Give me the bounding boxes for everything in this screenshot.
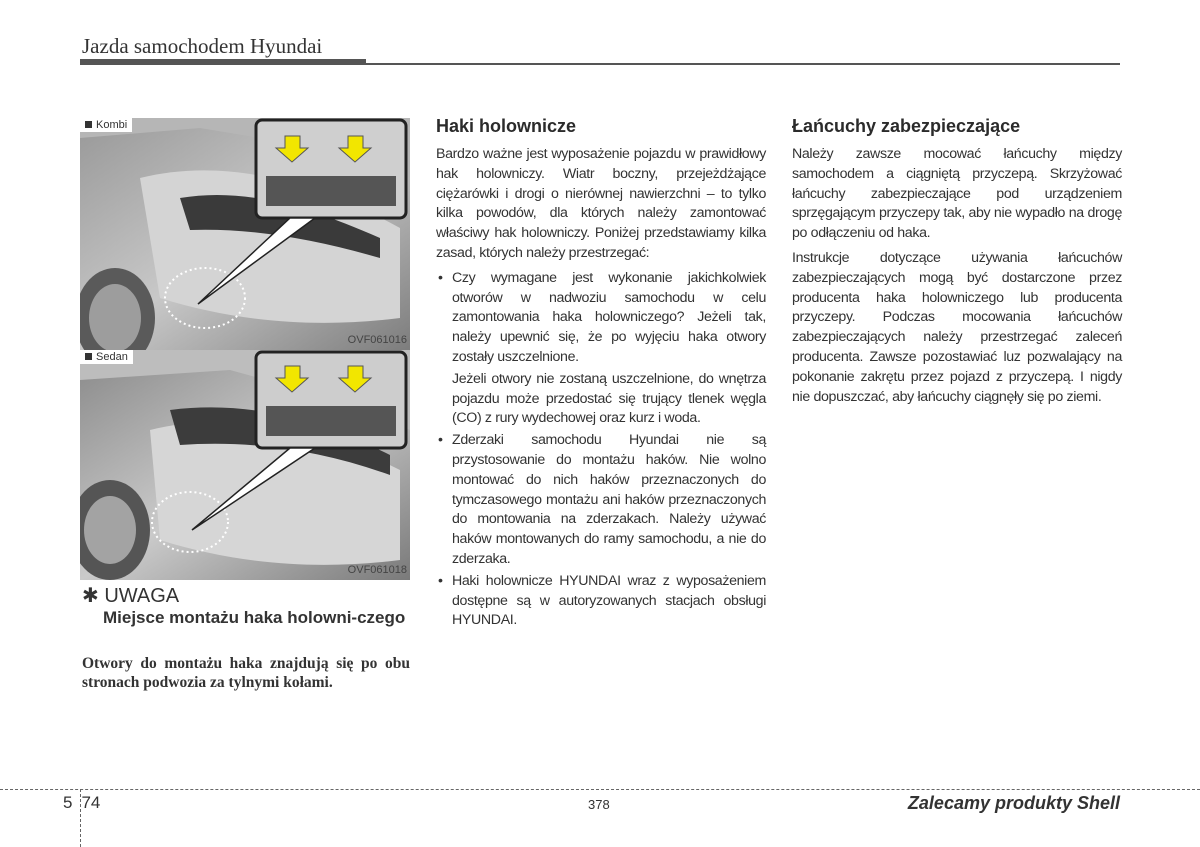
footer-rule [0,789,1200,790]
figure-code: OVF061016 [347,334,407,346]
paragraph: Należy zawsze mocować łańcuchy między samochodem a ciągniętą przyczepą. Skrzyżować łańcuchy zabezpieczające pod urządzeniem sprzęgającym przyczepy tak, aby nie wypadło na drogę po odłączeniu od haka. [792,146,1122,242]
note-title: ✱ UWAGA [82,585,180,607]
header-rule [366,63,1120,65]
car-rear-illustration [80,350,410,580]
bullet-icon: • [438,572,443,589]
paragraph: Instrukcje dotyczące używania łańcuchów zabezpieczających mogą być dostarczone przez producenta haka holowniczego lub producenta przyczepy. Podczas mocowania łańcuchów zabezpieczających należy przestrzegać zaleceń producenta. Zawsze pozostawiać luz pozwalający na pokonanie zakrętu przez pojazd z przyczepą. I nigdy nie dopuszczać, aby łańcuchy ciągnęły się po ziemi. [792,249,1122,405]
list-item: • Czy wymagane jest wykonanie jakichkolwiek otworów w nadwoziu samochodu w celu zamontowania haka holowniczego? Jeżeli tak, należy upewnić się, że po wyjęciu haka otwory zostały uszczelnione. Jeżeli otwory nie zostaną uszczelnione, do wnętrza pojazdu może przedostać się trujący tlenek węgla (CO) z rury wydechowej oraz kurz i woda. [438,269,766,427]
page-number: 5 74 [63,793,101,812]
column-towing-hooks [436,116,766,633]
bullet-icon: • [438,432,443,449]
figure-kombi [80,118,410,350]
asterisk-icon: ✱ [82,585,99,607]
car-rear-illustration [80,118,410,350]
figure-code: OVF061018 [347,564,407,576]
sheet-number: 378 [588,797,610,812]
paragraph: Bardzo ważne jest wyposażenie pojazdu w prawidłowy hak holowniczy. Wiatr boczny, przejeżdżające ciężarówki i drogi o nierównej nawierzchni – to tylko kilka powodów, dla których należy zamontować właściwy hak holowniczy. Poniżej przedstawiamy kilka zasad, których należy przestrzegać: [436,146,766,261]
list-item: • Haki holownicze HYUNDAI wraz z wyposażeniem dostępne są w autoryzowanych stacjach obsługi HYUNDAI. [438,572,766,629]
column-safety-chains [792,116,1122,412]
section-heading: Haki holownicze [436,116,577,136]
bullet-list [436,269,766,631]
note-body: Otwory do montażu haka znajdują się po obu stronach podwozia za tylnymi kołami. [82,655,410,691]
figure-sedan [80,350,410,580]
footer-slogan: Zalecamy produkty Shell [907,793,1120,813]
header-bar [80,59,366,65]
running-header: Jazda samochodem Hyundai [82,34,323,58]
note-subtitle: Miejsce montażu haka holowni-czego [103,608,406,627]
bullet-icon: • [438,269,443,286]
section-heading: Łańcuchy zabezpieczające [792,116,1021,136]
figure-label: Sedan [80,350,133,364]
list-item: • Zderzaki samochodu Hyundai nie są przystosowanie do montażu haków. Nie wolno montować do nich haków przeznaczonych do tymczasowego montażu ani haków przeznaczonych do montowania na zderzakach. Należy używać haków montowanych do ramy samochodu, a nie do zderzaka. [438,432,766,567]
figure-label: Kombi [80,118,132,132]
